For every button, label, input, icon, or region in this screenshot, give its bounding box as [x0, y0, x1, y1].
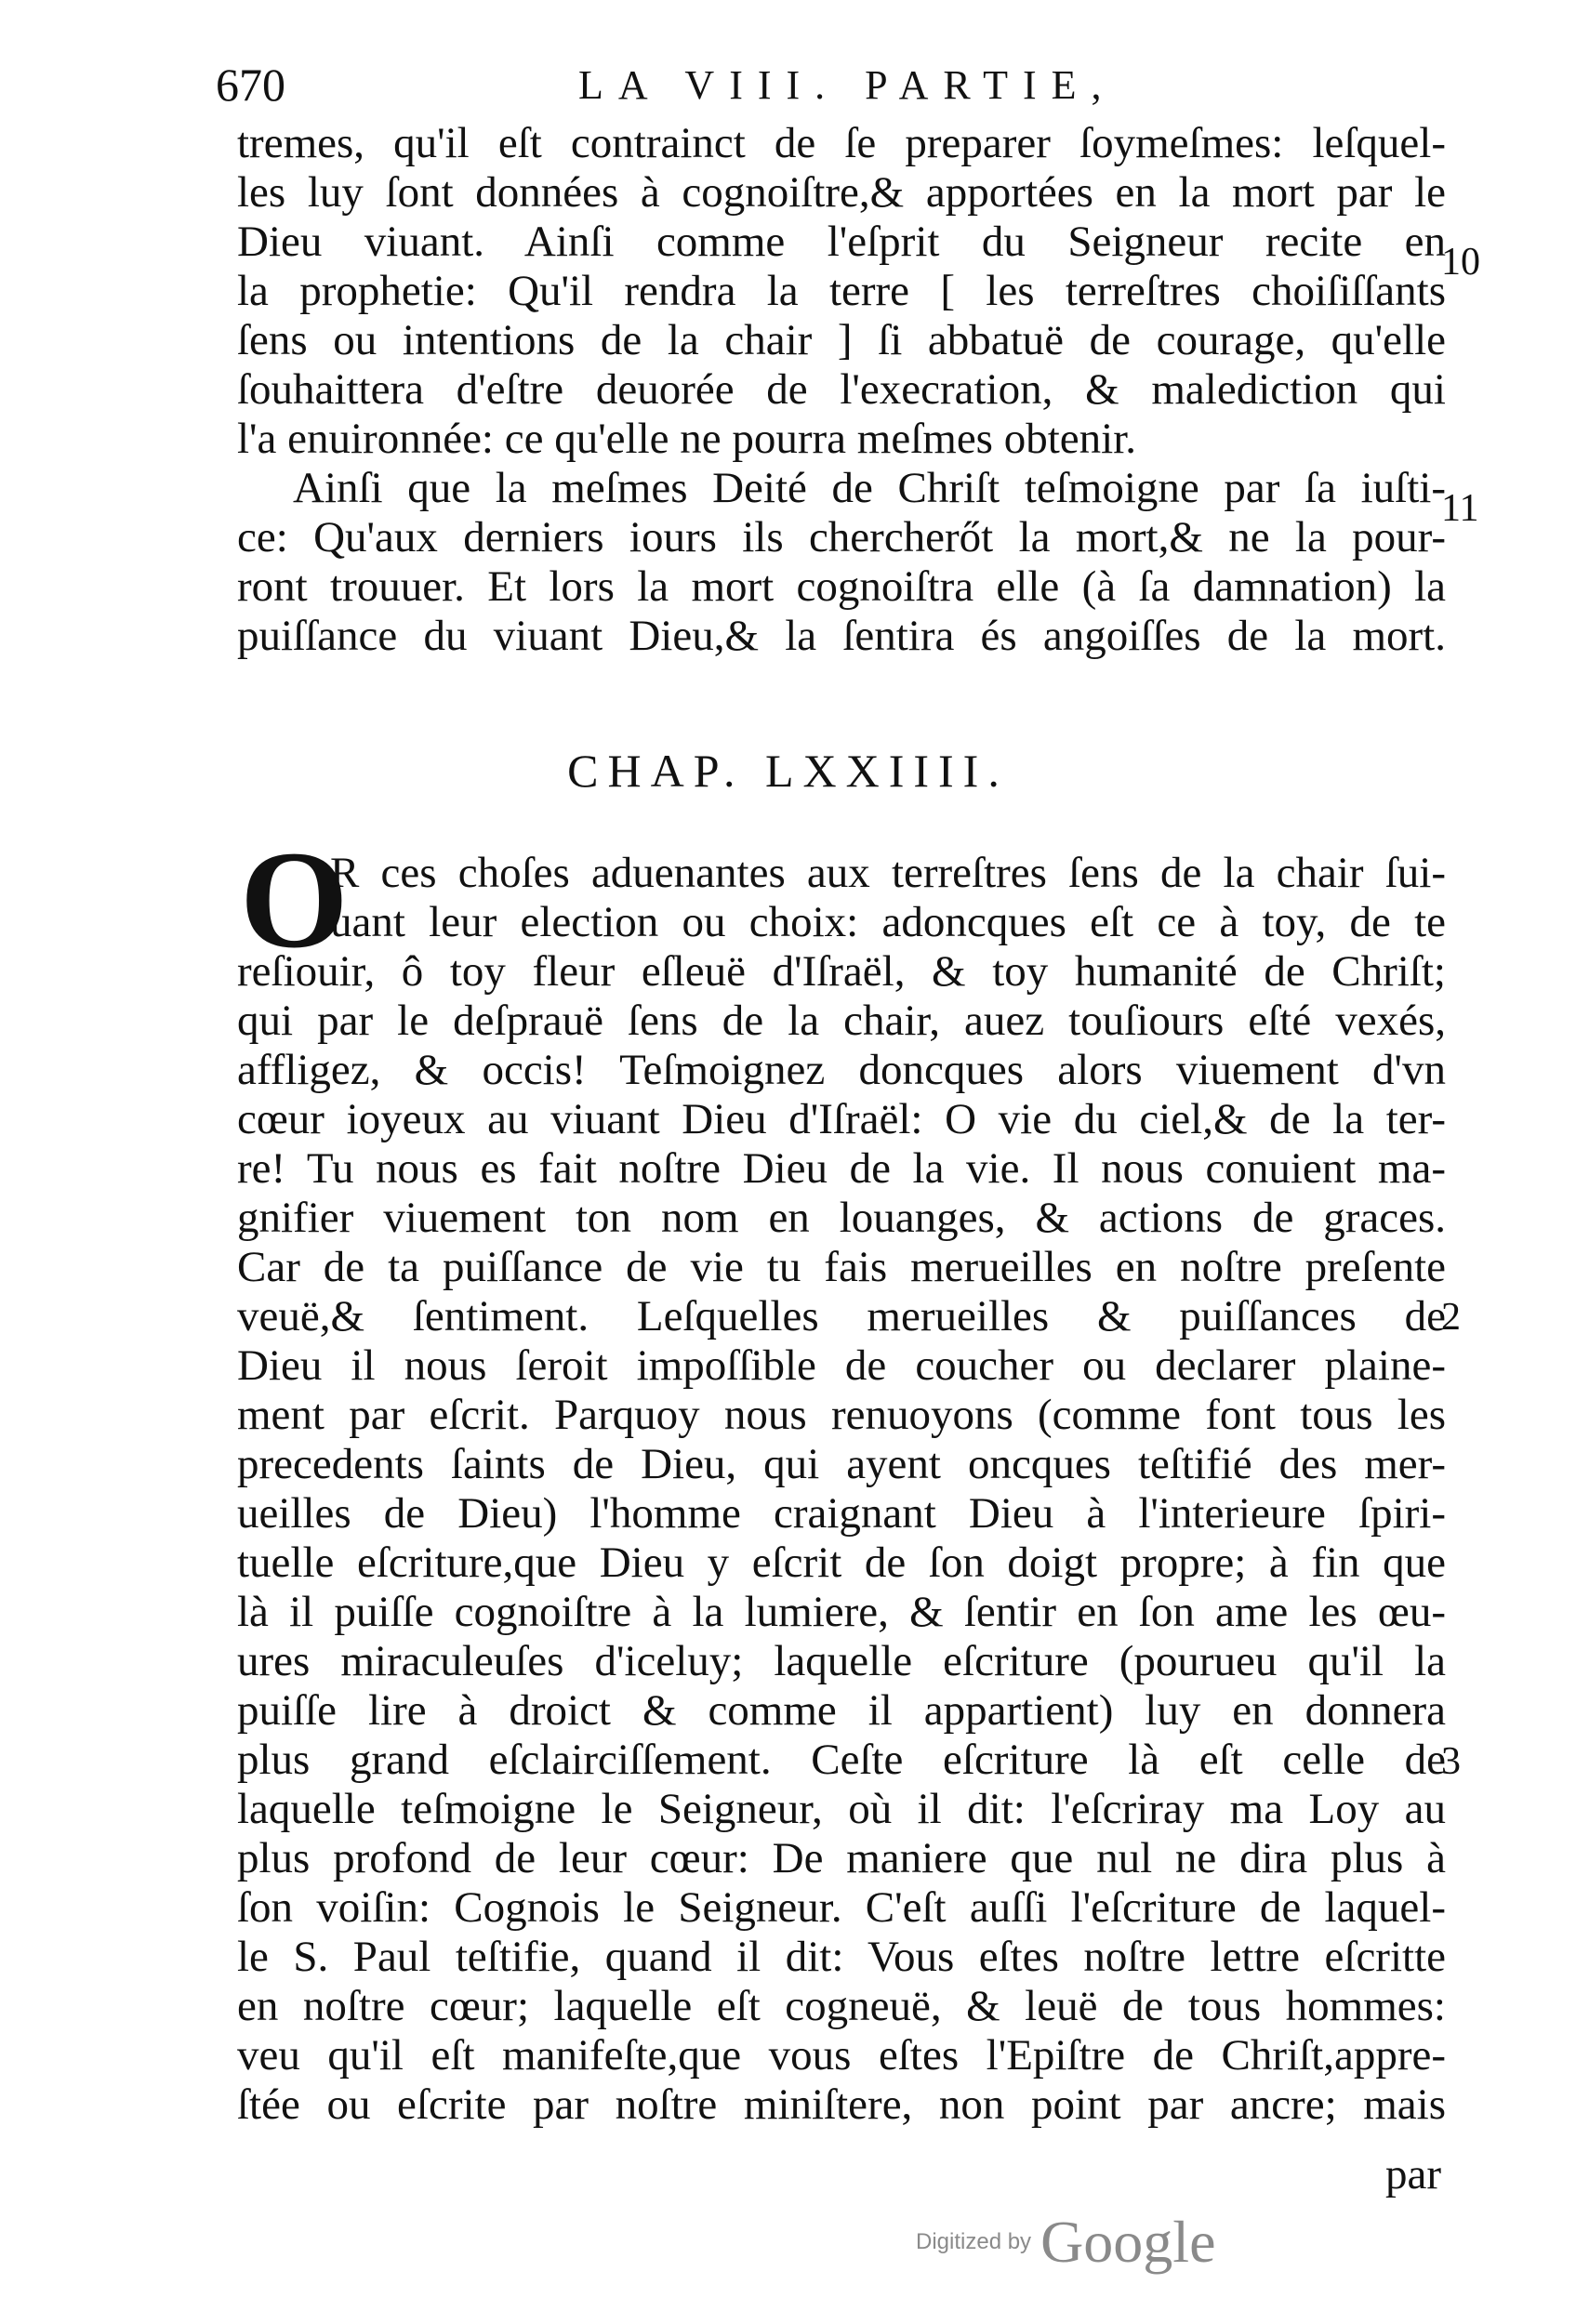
margin-verse-number: 10 — [1441, 241, 1480, 284]
text-line: l'a enuironnée: ce qu'elle ne pourra meſmes obtenir. — [237, 415, 1137, 463]
margin-verse-number: 11 — [1441, 487, 1479, 530]
text-line: ſon voiſin: Cognois le Seigneur. C'eſt auſſi l'eſcriture de laquel- — [237, 1883, 1446, 1932]
text-line: ueilles de Dieu) l'homme craignant Dieu à l'interieure ſpiri- — [237, 1489, 1446, 1538]
text-line: veu qu'il eſt manifeſte,que vous eſtes l'Epiſtre de Chriſt,appre- — [237, 2031, 1446, 2080]
text-line: ment par eſcrit. Parquoy nous renuoyons (comme font tous les — [237, 1391, 1446, 1439]
text-line: uant leur election ou choix: adoncques eſt ce à toy, de te — [330, 898, 1446, 946]
text-line: plus grand eſclairciſſement. Ceſte eſcriture là eſt celle de — [237, 1736, 1446, 1784]
text-line: plus profond de leur cœur: De maniere que nul ne dira plus à — [237, 1834, 1446, 1882]
text-line: ce: Qu'aux derniers iours ils chercherőt la mort,& ne la pour- — [237, 513, 1446, 561]
text-line: tuelle eſcriture,que Dieu y eſcrit de ſon doigt propre; à fin que — [237, 1538, 1446, 1587]
text-line: ſtée ou eſcrite par noſtre miniſtere, non point par ancre; mais — [237, 2080, 1446, 2129]
catchword: par — [1385, 2150, 1442, 2199]
digitization-watermark — [916, 2208, 1215, 2277]
text-line: ſouhaittera d'eſtre deuorée de l'execration, & malediction qui — [237, 365, 1446, 414]
text-line: Ainſi que la meſmes Deité de Chriſt teſmoigne par ſa iuſti- — [293, 464, 1446, 512]
text-line: les luy ſont données à cognoiſtre,& apportées en la mort par le — [237, 168, 1446, 217]
text-line: ures miraculeuſes d'iceluy; laquelle eſcriture (pourueu qu'il la — [237, 1637, 1446, 1685]
text-line: tremes, qu'il eſt contrainct de ſe preparer ſoymeſmes: leſquel- — [237, 119, 1446, 167]
text-line: cœur ioyeux au viuant Dieu d'Iſraël: O vie du ciel,& de la ter- — [237, 1095, 1446, 1143]
chapter-heading: CHAP. LXXIIII. — [567, 745, 1009, 797]
running-head: LA VIII. PARTIE, — [578, 62, 1117, 108]
text-line: R ces choſes aduenantes aux terreſtres ſens de la chair ſui- — [330, 849, 1446, 897]
chapter-text — [237, 849, 1461, 2130]
text-line: en noſtre cœur; laquelle eſt cogneuë, & leuë de tous hommes: — [237, 1982, 1446, 2030]
text-line: affligez, & occis! Teſmoignez doncques alors viuement d'vn — [237, 1046, 1446, 1094]
previous-chapter-text — [237, 119, 1480, 661]
text-line: reſiouir, ô toy fleur eſleuë d'Iſraël, & toy humanité de Chriſt; — [237, 947, 1446, 996]
text-line: gnifier viuement ton nom en louanges, & actions de graces. — [237, 1194, 1446, 1242]
text-line: puiſſe lire à droict & comme il appartient) luy en donnera — [237, 1686, 1446, 1735]
text-line: la prophetie: Qu'il rendra la terre [ les terreſtres choiſiſſants — [237, 267, 1446, 315]
text-line: ront trouuer. Et lors la mort cognoiſtra elle (à ſa damnation) la — [237, 562, 1446, 611]
watermark-caption: Digitized by — [916, 2229, 1032, 2254]
text-line: laquelle teſmoigne le Seigneur, où il dit: l'eſcriray ma Loy au — [237, 1785, 1446, 1833]
text-line: Dieu il nous ſeroit impoſſible de coucher ou declarer plaine- — [237, 1341, 1446, 1390]
page-number: 670 — [216, 59, 285, 111]
text-line: le S. Paul teſtifie, quand il dit: Vous eſtes noſtre lettre eſcritte — [237, 1933, 1446, 1981]
drop-cap: O — [240, 823, 349, 977]
text-line: re! Tu nous es fait noſtre Dieu de la vie. Il nous conuient ma- — [237, 1144, 1446, 1193]
google-logo: Google — [1040, 2209, 1216, 2275]
margin-verse-number: 2 — [1441, 1296, 1461, 1339]
text-line: veuë,& ſentiment. Leſquelles merueilles & puiſſances de — [237, 1292, 1446, 1340]
text-line: qui par le deſprauë ſens de la chair, auez touſiours eſté vexés, — [237, 997, 1446, 1045]
text-line: puiſſance du viuant Dieu,& la ſentira és angoiſſes de la mort. — [237, 612, 1446, 660]
text-line: là il puiſſe cognoiſtre à la lumiere, & ſentir en ſon ame les œu- — [237, 1588, 1446, 1636]
text-line: ſens ou intentions de la chair ] ſi abbatuë de courage, qu'elle — [237, 316, 1446, 364]
text-line: Car de ta puiſſance de vie tu fais merueilles en noſtre preſente — [237, 1243, 1446, 1291]
margin-verse-number: 3 — [1441, 1740, 1461, 1783]
text-line: precedents ſaints de Dieu, qui ayent oncques teſtifié des mer- — [237, 1440, 1446, 1488]
text-line: Dieu viuant. Ainſi comme l'eſprit du Seigneur recite en — [237, 218, 1446, 266]
